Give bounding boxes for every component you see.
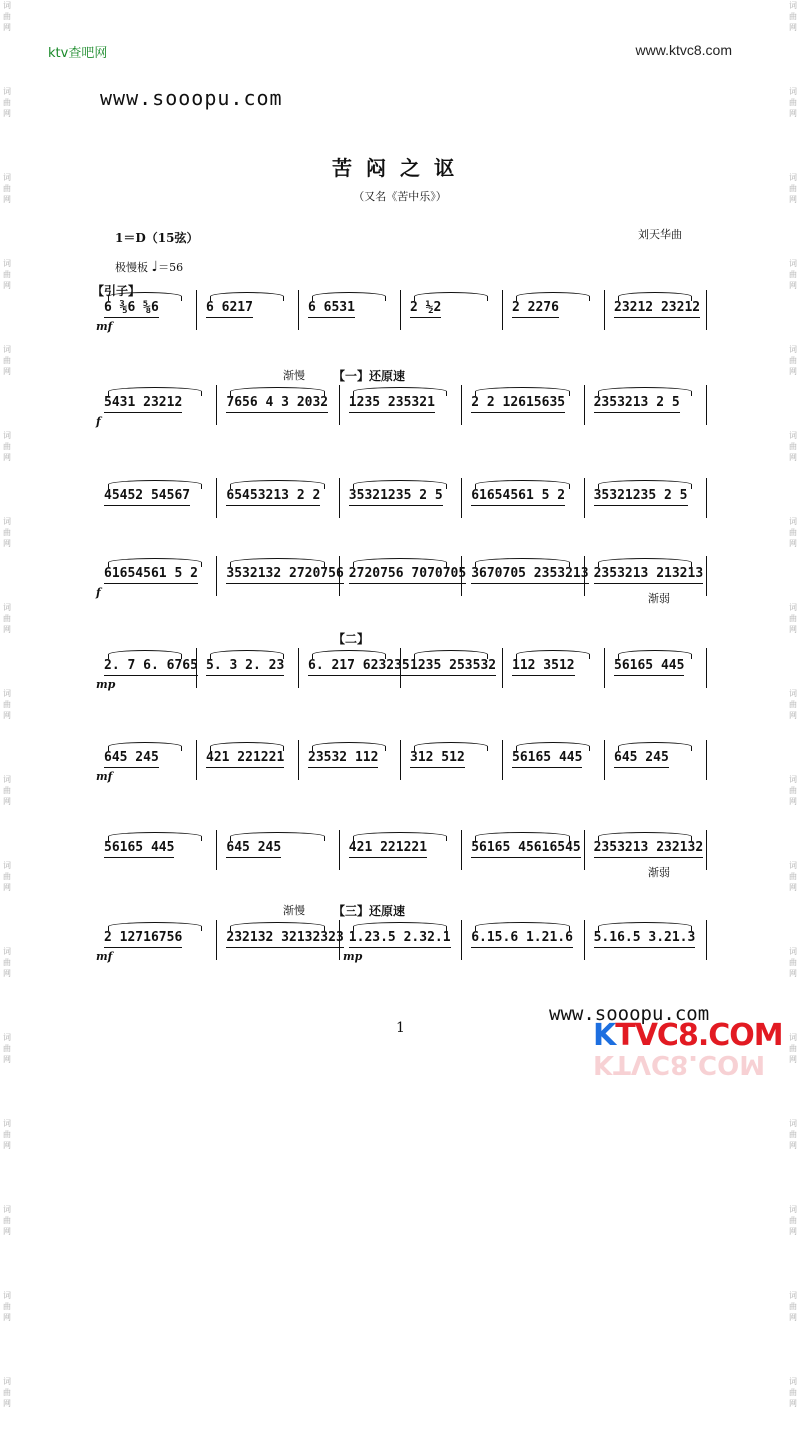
watermark-char: 曲 [789,98,797,107]
slur-mark [230,480,324,489]
watermark-char: 曲 [3,786,11,795]
measure-notes: 45452 54567 [104,488,191,503]
dynamic-marking: mf [96,320,113,333]
barline [196,740,197,780]
barline [584,385,585,425]
slur-mark [108,387,202,396]
slur-mark [230,558,324,567]
watermark-gap [788,377,798,407]
barline [706,290,707,330]
barline [706,830,707,870]
barline [584,920,585,960]
slur-mark [108,922,202,931]
watermark-char: 网 [789,625,797,634]
slur-mark [210,650,284,659]
composer: 刘天华曲 [638,228,682,241]
barline [604,648,605,688]
watermark-gap [788,33,798,63]
barline [461,830,462,870]
watermark-char: 曲 [789,1388,797,1397]
watermark-char: 词 [3,87,11,96]
watermark-char: 网 [789,1141,797,1150]
slur-mark [108,832,202,841]
watermark-gap [2,893,12,923]
watermark-char: 网 [789,453,797,462]
staff-row [88,284,716,333]
watermark-char: 词 [3,1,11,10]
slur-mark [353,832,447,841]
watermark-char: 网 [789,1055,797,1064]
measure-notes: 1.23.5 2.32.1 [348,930,451,945]
watermark-gap [2,979,12,1009]
watermark-gap [2,205,12,235]
watermark-char: 网 [3,883,11,892]
watermark-char: 曲 [3,872,11,881]
barline [461,385,462,425]
watermark-char: 曲 [789,1130,797,1139]
slur-mark [618,292,692,301]
watermark-char: 网 [3,281,11,290]
watermark-gap [2,1065,12,1095]
watermark-gap [788,549,798,579]
watermark-char: 网 [789,1313,797,1322]
watermark-gap [2,33,12,63]
watermark-char: 曲 [789,872,797,881]
watermark-char: 曲 [3,700,11,709]
dynamic-marking: mp [343,950,363,963]
slur-mark [516,292,590,301]
barline [584,478,585,518]
slur-mark [312,742,386,751]
header-site-url[interactable]: www.ktvc8.com [635,42,732,58]
watermark-char: 曲 [3,614,11,623]
watermark-char: 曲 [3,1044,11,1053]
watermark-char: 网 [3,1227,11,1236]
watermark-char: 网 [3,23,11,32]
expression-text: 渐弱 [648,866,670,879]
watermark-char: 网 [789,23,797,32]
watermark-char: 词 [789,431,797,440]
watermark-char: 网 [789,1227,797,1236]
tempo-label: 极慢板 [115,261,148,274]
section-label: 【三】还原速 [333,904,406,918]
barline [216,385,217,425]
score-title: 苦闷之讴 [332,156,468,180]
measure-notes: 112 3512 [512,658,575,673]
barline [298,740,299,780]
watermark-gap [788,721,798,751]
measure-notes: 2353213 232132 [593,840,704,855]
measure-notes: 7656 4 3 2032 [226,395,329,410]
measure-notes: 2720756 7070705 [348,566,467,581]
watermark-gap [788,463,798,493]
barline [196,290,197,330]
watermark-char: 网 [3,1399,11,1408]
barline [461,920,462,960]
watermark-char: 曲 [3,1216,11,1225]
watermark-char: 词 [789,1205,797,1214]
staff-row [88,369,716,428]
watermark-char: 网 [3,1055,11,1064]
watermark-gap [788,291,798,321]
watermark-char: 词 [789,345,797,354]
staff-row [88,904,716,963]
barline [706,556,707,596]
watermark-gap [788,1409,798,1439]
barline [706,385,707,425]
measure-notes: 3670705 2353213 [471,566,589,581]
barline [216,920,217,960]
watermark-gap [788,1151,798,1181]
dynamic-marking: mf [96,950,113,963]
slur-mark [414,650,488,659]
slur-mark [108,480,202,489]
watermark-char: 曲 [789,786,797,795]
measure-notes: 56165 445 [104,840,175,855]
slur-mark [108,558,202,567]
watermark-gap [2,635,12,665]
barline [216,830,217,870]
slur-mark [598,480,692,489]
watermark-char: 词 [789,689,797,698]
watermark-gap [788,635,798,665]
barline [706,740,707,780]
watermark-char: 词 [3,947,11,956]
measure-notes: 2 12716756 [104,930,183,945]
watermark-gap [788,1065,798,1095]
slur-mark [598,922,692,931]
watermark-char: 词 [789,947,797,956]
slur-mark [312,650,386,659]
slur-mark [353,558,447,567]
key-signature: 1＝D（15弦） [115,231,199,245]
measure-notes: 5431 23212 [104,395,183,410]
watermark-gap [2,119,12,149]
watermark-char: 词 [3,1033,11,1042]
watermark-char: 曲 [3,958,11,967]
watermark-char: 词 [3,517,11,526]
measure-notes: 5.16.5 3.21.3 [593,930,696,945]
watermark-gap [2,1237,12,1267]
watermark-char: 曲 [3,184,11,193]
staff-row [88,632,716,691]
measure-notes: 5. 3 2. 23 [206,658,285,673]
watermark-char: 曲 [789,270,797,279]
watermark-gap [788,205,798,235]
barline [604,290,605,330]
watermark-gap [2,1323,12,1353]
watermark-char: 曲 [789,528,797,537]
barline [502,290,503,330]
measure-notes: 23532 112 [308,750,379,765]
watermark-char: 词 [3,173,11,182]
logo-text: TVC8.COM [615,1018,783,1053]
measure-notes: 56165 445 [614,658,685,673]
barline [216,478,217,518]
watermark-char: 网 [3,797,11,806]
measure-notes: 6 6217 [206,300,253,315]
watermark-char: 网 [3,969,11,978]
measure-notes: 645 245 [614,750,669,765]
watermark-char: 网 [3,625,11,634]
watermark-char: 词 [3,861,11,870]
slur-mark [598,832,692,841]
barline [502,648,503,688]
barline [339,385,340,425]
watermark-char: 网 [789,1399,797,1408]
slur-mark [516,742,590,751]
watermark-gap [2,1151,12,1181]
score-subtitle: （又名《苦中乐》） [353,190,447,203]
watermark-char: 曲 [789,700,797,709]
page-number: 1 [396,1020,405,1036]
watermark-char: 网 [3,109,11,118]
watermark-char: 词 [3,1291,11,1300]
slur-mark [210,292,284,301]
measure-notes: 2353213 2 5 [593,395,680,410]
measure-notes: 2 ½2 [410,300,442,315]
watermark-gap [2,291,12,321]
watermark-char: 曲 [3,1388,11,1397]
watermark-gap [788,1323,798,1353]
watermark-char: 词 [789,87,797,96]
measure-notes: 1235 235321 [348,395,435,410]
watermark-gap [2,1409,12,1439]
watermark-char: 词 [789,1033,797,1042]
measure-notes: 312 512 [410,750,465,765]
tempo-marking [115,259,183,275]
watermark-char: 网 [789,281,797,290]
site-logo: KTVC8.COM [593,1018,783,1053]
watermark-char: 网 [3,1141,11,1150]
measure-notes: 232132 32132323 [226,930,344,945]
staff-row [88,556,716,605]
measure-notes: 61654561 5 2 [471,488,566,503]
measure-notes: 421 221221 [206,750,285,765]
watermark-char: 网 [789,797,797,806]
dynamic-marking: mp [96,678,116,691]
watermark-char: 网 [789,969,797,978]
measure-notes: 61654561 5 2 [104,566,198,581]
slur-mark [475,558,569,567]
watermark-char: 网 [789,539,797,548]
quarter-note-icon: ♩ [151,259,159,275]
watermark-char: 词 [789,861,797,870]
watermark-char: 曲 [3,356,11,365]
slur-mark [230,387,324,396]
watermark-char: 词 [3,345,11,354]
watermark-gap [2,377,12,407]
watermark-char: 词 [789,1377,797,1386]
slur-mark [353,922,447,931]
slur-mark [598,558,692,567]
watermark-char: 网 [3,453,11,462]
watermark-char: 曲 [789,12,797,21]
watermark-gap [788,893,798,923]
watermark-char: 词 [3,1119,11,1128]
measure-notes: 65453213 2 2 [226,488,321,503]
barline [604,740,605,780]
measure-notes: 645 245 [104,750,159,765]
watermark-char: 曲 [3,1302,11,1311]
barline [339,830,340,870]
watermark-char: 词 [3,775,11,784]
watermark-char: 曲 [3,442,11,451]
watermark-char: 曲 [789,614,797,623]
measure-notes: 35321235 2 5 [348,488,443,503]
watermark-char: 词 [3,689,11,698]
watermark-gap [2,463,12,493]
measure-notes: 2. 7 6. 6765 [104,658,198,673]
measure-notes: 6 ⅗6 ⅝6 [104,300,159,315]
slur-mark [230,832,324,841]
watermark-char: 网 [789,367,797,376]
slur-mark [618,742,692,751]
watermark-char: 曲 [3,98,11,107]
barline [502,740,503,780]
barline [216,556,217,596]
slur-mark [353,387,447,396]
watermark-gap [788,807,798,837]
watermark-char: 词 [3,603,11,612]
measure-notes: 6 6531 [308,300,355,315]
watermark-char: 词 [789,603,797,612]
tempo-value: ＝56 [158,261,184,274]
measure-notes: 3532132 2720756 [226,566,344,581]
barline [298,290,299,330]
expression-text: 渐弱 [648,592,670,605]
watermark-char: 词 [3,431,11,440]
measure-notes: 6.15.6 1.21.6 [471,930,573,945]
slur-mark [108,650,182,659]
barline [706,648,707,688]
watermark-gap [788,119,798,149]
slur-mark [312,292,386,301]
measure-notes: 56165 445 [512,750,583,765]
barline [706,478,707,518]
watermark-char: 网 [789,195,797,204]
section-label: 【一】还原速 [333,369,406,383]
header-site-name[interactable]: ktv查吧网 [48,46,108,61]
slur-mark [475,832,569,841]
watermark-char: 网 [789,711,797,720]
barline [298,648,299,688]
measure-notes: 2353213 213213 [593,566,704,581]
watermark-char: 词 [3,1377,11,1386]
slur-mark [210,742,284,751]
slur-mark [475,387,569,396]
slur-mark [475,480,569,489]
measure-notes: 56165 45616545 [471,840,581,855]
slur-mark [414,742,488,751]
watermark-char: 曲 [789,958,797,967]
watermark-char: 网 [789,883,797,892]
section-label: 【引子】 [92,284,141,298]
slur-mark [516,650,590,659]
staff-row [88,740,716,783]
staff-row [88,830,716,879]
barline [400,290,401,330]
watermark-char: 曲 [3,12,11,21]
barline [400,740,401,780]
watermark-char: 曲 [3,270,11,279]
watermark-char: 网 [789,109,797,118]
watermark-char: 曲 [789,1216,797,1225]
watermark-char: 曲 [789,1302,797,1311]
barline [584,830,585,870]
slur-mark [598,387,692,396]
source-url-top: www.sooopu.com [100,86,283,110]
watermark-char: 曲 [3,1130,11,1139]
watermark-char: 词 [789,173,797,182]
watermark-gap [788,979,798,1009]
watermark-char: 曲 [789,442,797,451]
watermark-char: 词 [789,1,797,10]
measure-notes: 2 2 12615635 [471,395,566,410]
dynamic-marking: f [96,586,101,599]
barline [706,920,707,960]
watermark-char: 曲 [789,356,797,365]
watermark-char: 曲 [3,528,11,537]
watermark-char: 词 [789,775,797,784]
watermark-char: 词 [789,1119,797,1128]
watermark-char: 网 [3,195,11,204]
measure-notes: 645 245 [226,840,282,855]
slur-mark [353,480,447,489]
staff-row [88,478,716,518]
slur-mark [475,922,569,931]
watermark-gap [2,807,12,837]
measure-notes: 23212 23212 [614,300,701,315]
slur-mark [108,742,182,751]
watermark-char: 网 [3,1313,11,1322]
dynamic-marking: f [96,415,101,428]
watermark-char: 词 [789,1291,797,1300]
slur-mark [414,292,488,301]
measure-notes: 35321235 2 5 [593,488,688,503]
watermark-gap [788,1237,798,1267]
watermark-char: 网 [3,367,11,376]
section-label: 【二】 [333,632,370,646]
measure-notes: 2 2276 [512,300,559,315]
barline [461,478,462,518]
measure-notes: 421 221221 [348,840,428,855]
watermark-char: 词 [789,517,797,526]
watermark-gap [2,721,12,751]
watermark-char: 网 [3,539,11,548]
logo-reflection: KTVC8.COM [593,1049,766,1079]
watermark-char: 曲 [789,184,797,193]
slur-mark [618,650,692,659]
source-url-bottom: www.sooopu.com [549,1003,710,1025]
slur-mark [230,922,324,931]
watermark-gap [2,549,12,579]
expression-text: 渐慢 [283,369,305,382]
watermark-char: 词 [3,259,11,268]
watermark-char: 网 [3,711,11,720]
watermark-char: 词 [3,1205,11,1214]
measure-notes: 1235 253532 [410,658,497,673]
measure-notes: 6. 217 623235 [308,658,410,673]
watermark-char: 词 [789,259,797,268]
barline [339,478,340,518]
dynamic-marking: mf [96,770,113,783]
watermark-char: 曲 [789,1044,797,1053]
expression-text: 渐慢 [283,904,305,917]
